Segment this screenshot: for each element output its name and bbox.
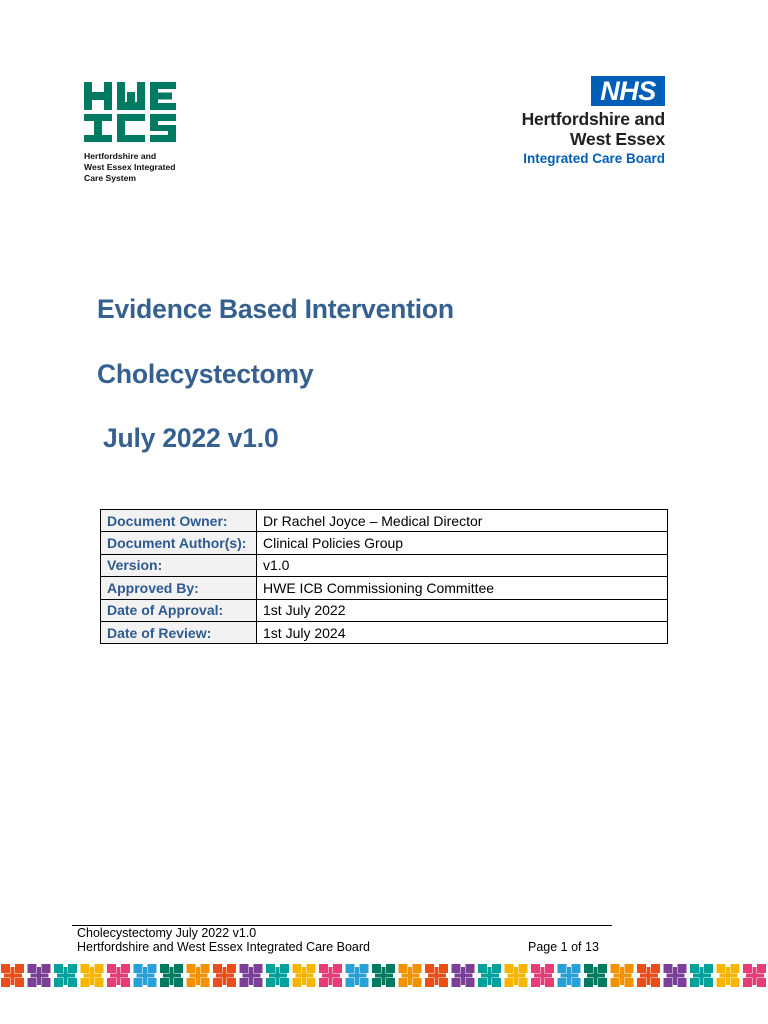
pattern-tile	[717, 964, 740, 987]
pattern-tile	[452, 964, 475, 987]
pattern-tile	[372, 964, 395, 987]
pattern-tile	[743, 964, 766, 987]
nhs-org-name-line2: West Essex	[570, 129, 665, 149]
pattern-tile	[319, 964, 342, 987]
pattern-tile	[160, 964, 183, 987]
row-label: Document Owner:	[101, 510, 257, 532]
pattern-tile	[107, 964, 130, 987]
table-row	[101, 577, 668, 599]
pattern-tile	[637, 964, 660, 987]
row-label: Version:	[101, 554, 257, 576]
row-label: Document Author(s):	[101, 532, 257, 554]
nhs-org-name-line1: Hertfordshire and	[521, 109, 665, 129]
pattern-tile	[584, 964, 607, 987]
pattern-tile	[558, 964, 581, 987]
document-date-version: July 2022 v1.0	[103, 423, 279, 453]
document-subject: Cholecystectomy	[97, 359, 314, 389]
row-value: v1.0	[257, 554, 668, 576]
pattern-tile	[505, 964, 528, 987]
footer-page-number: Page 1 of 13	[528, 940, 599, 954]
nhs-logo-badge: NHS	[591, 76, 665, 106]
row-value: Clinical Policies Group	[257, 532, 668, 554]
row-value: Dr Rachel Joyce – Medical Director	[257, 510, 668, 532]
hwe-logo-caption	[84, 151, 176, 183]
pattern-tile	[54, 964, 77, 987]
pattern-tile	[266, 964, 289, 987]
pattern-tile	[240, 964, 263, 987]
pattern-tile	[28, 964, 51, 987]
row-value: 1st July 2024	[257, 621, 668, 643]
table-row	[101, 621, 668, 643]
pattern-tile	[425, 964, 448, 987]
table-row	[101, 510, 668, 532]
footer-document-name: Cholecystectomy July 2022 v1.0	[77, 926, 257, 940]
decorative-pattern-strip	[0, 963, 768, 989]
pattern-tile	[213, 964, 236, 987]
pattern-tile	[611, 964, 634, 987]
document-title: Evidence Based Intervention	[97, 294, 454, 324]
pattern-tile	[293, 964, 316, 987]
row-label: Approved By:	[101, 577, 257, 599]
nhs-org-subtitle: Integrated Care Board	[523, 151, 665, 166]
table-row	[101, 532, 668, 554]
row-value: HWE ICB Commissioning Committee	[257, 577, 668, 599]
pattern-tile	[690, 964, 713, 987]
pattern-tile	[346, 964, 369, 987]
pattern-tile	[531, 964, 554, 987]
hwe-caption-line: Hertfordshire and	[84, 151, 157, 161]
pattern-tile	[187, 964, 210, 987]
row-value: 1st July 2022	[257, 599, 668, 621]
row-label: Date of Review:	[101, 621, 257, 643]
pattern-tile	[478, 964, 501, 987]
row-label: Date of Approval:	[101, 599, 257, 621]
pattern-tile	[399, 964, 422, 987]
hwe-caption-line: Care System	[84, 172, 137, 183]
table-row	[101, 554, 668, 576]
table-row	[101, 599, 668, 621]
hwe-caption-line: West Essex Integrated	[84, 161, 176, 172]
footer-organisation: Hertfordshire and West Essex Integrated Care Board	[77, 940, 370, 954]
document-info-table	[100, 509, 668, 644]
pattern-tile	[81, 964, 104, 987]
pattern-tile	[134, 964, 157, 987]
pattern-tile	[1, 964, 24, 987]
pattern-tile	[664, 964, 687, 987]
